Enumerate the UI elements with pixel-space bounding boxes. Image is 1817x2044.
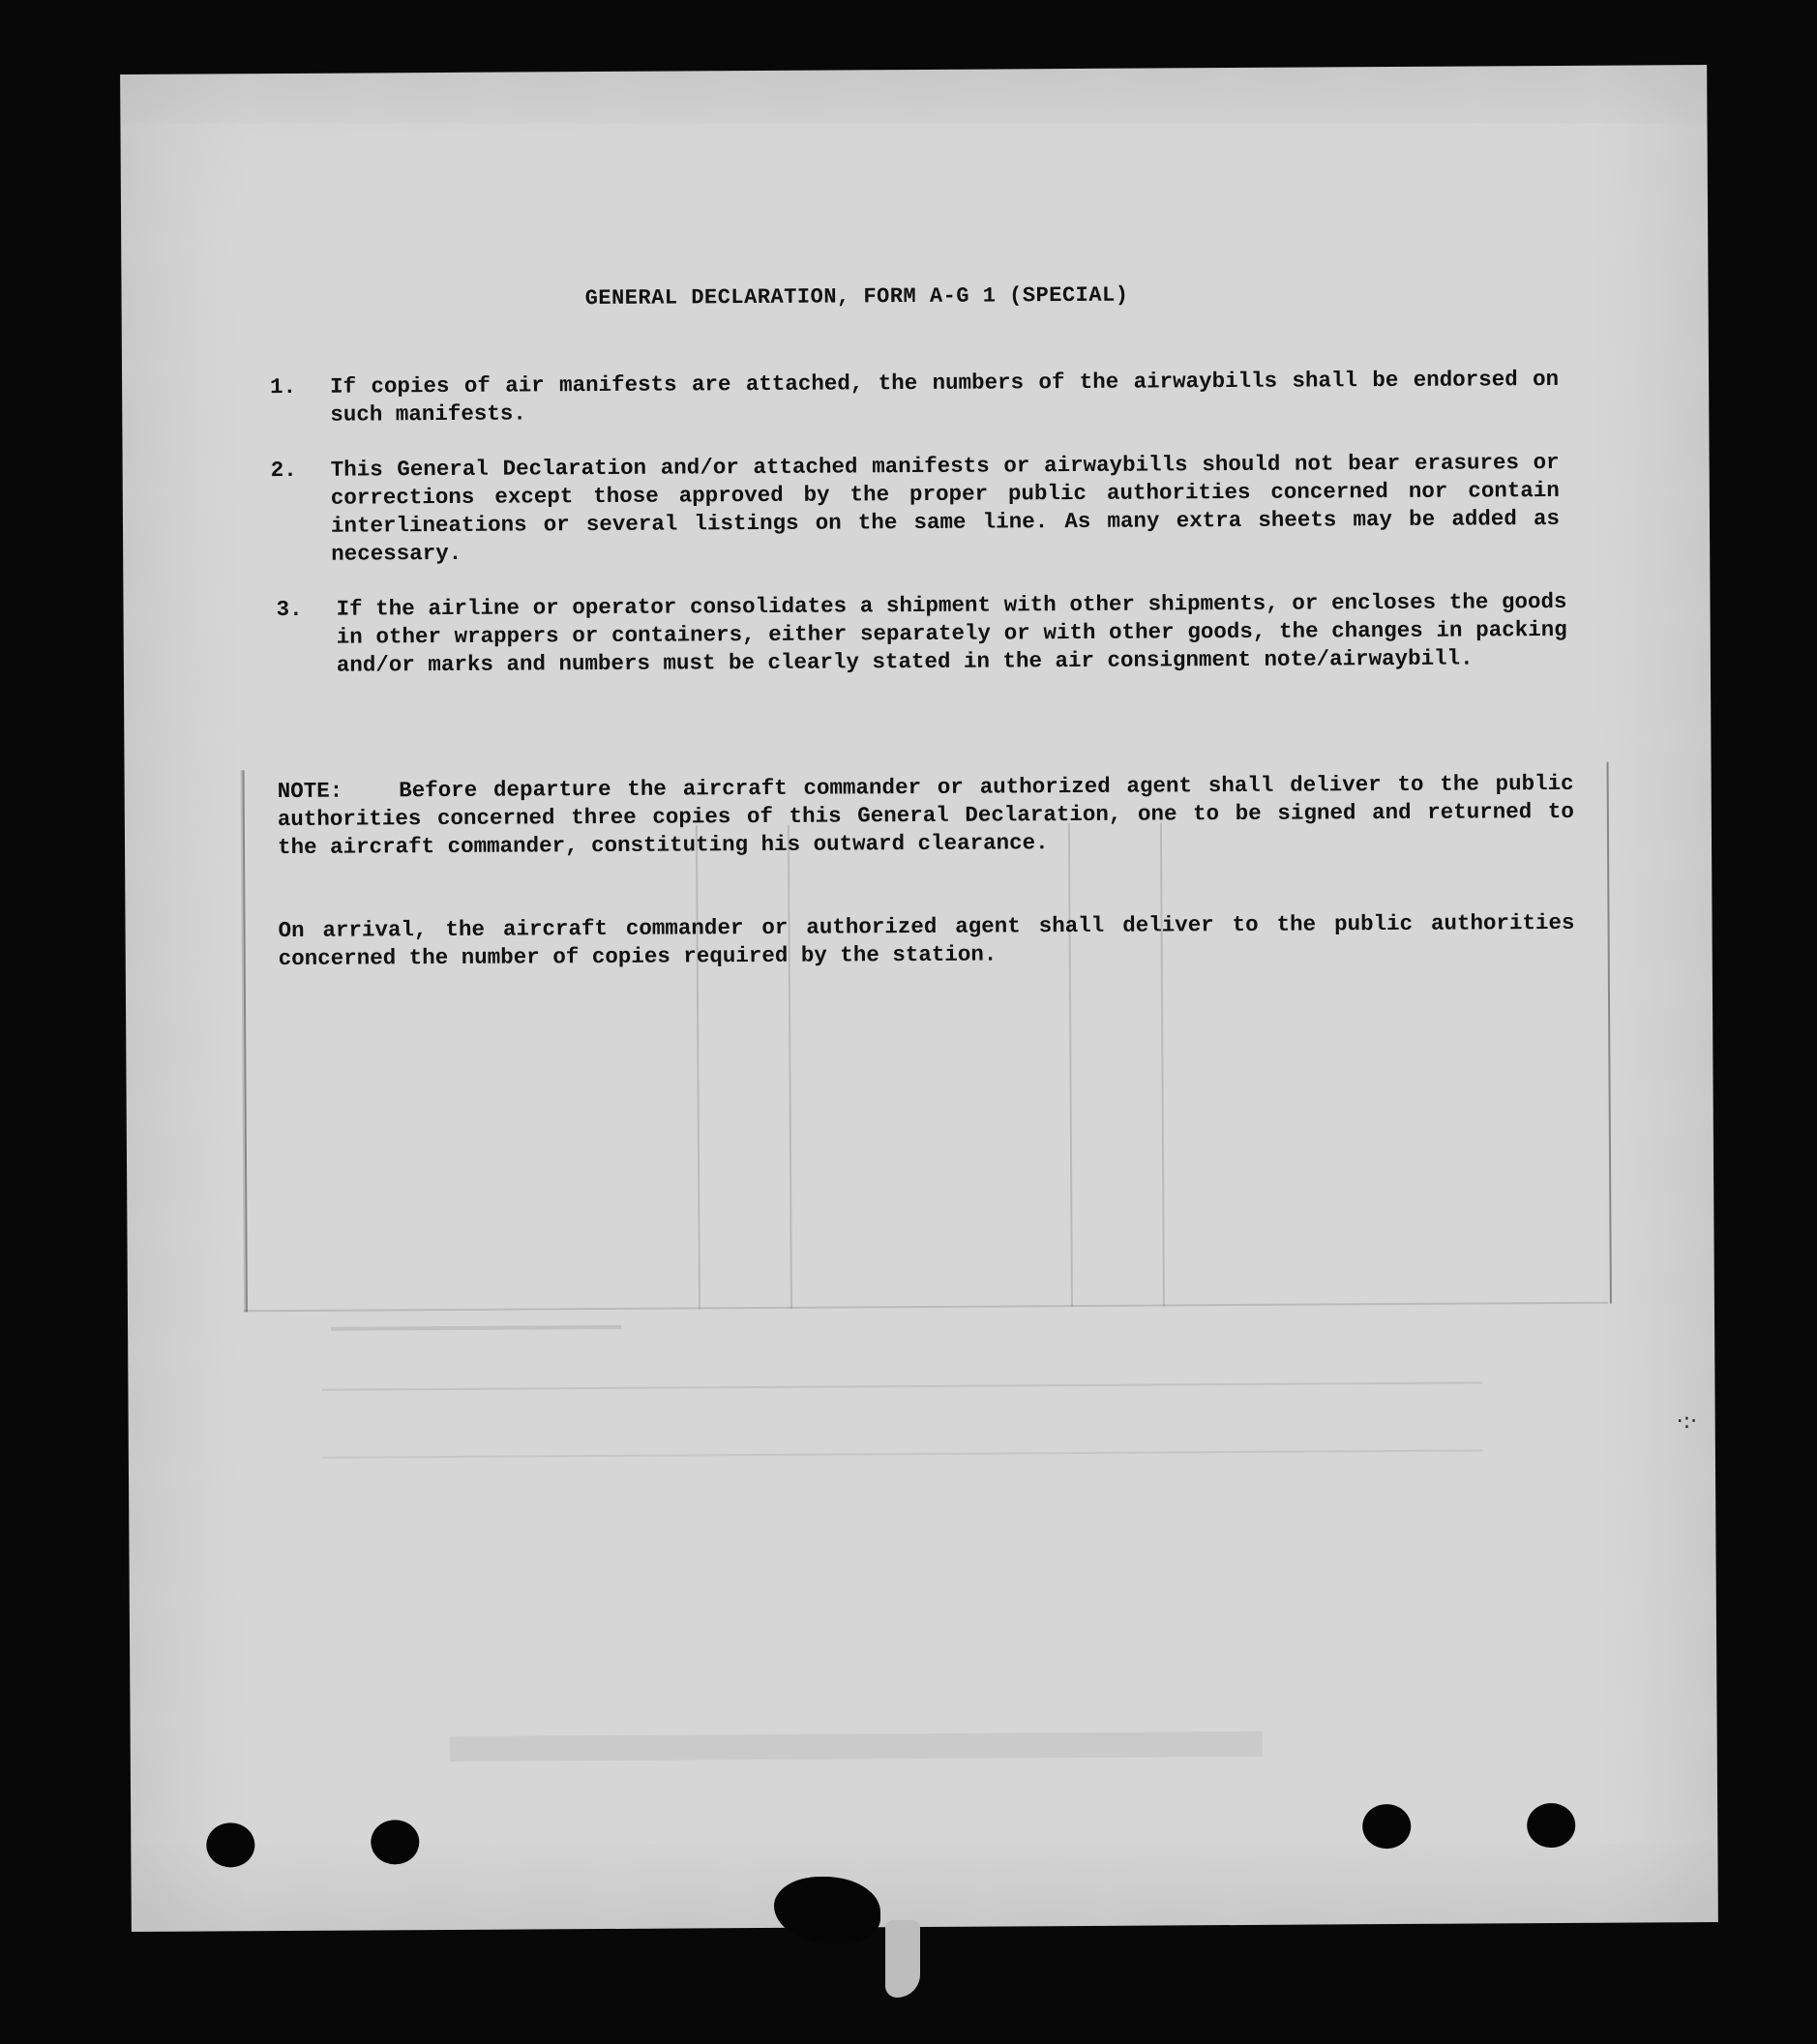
list-item: [270, 366, 1560, 430]
torn-paper-strip: [885, 1920, 920, 1998]
punch-hole: [1362, 1804, 1411, 1849]
item-number: 2.: [270, 457, 297, 484]
item-text: If the airline or operator consolidates a shipment with other shipments, or encloses the goods in other wrappers or containers, either separately or with other goods, the changes in packing and/or marks and numbers must be clearly stated in the air consignment note/airwaybill.: [336, 588, 1567, 678]
punch-hole: [206, 1822, 254, 1867]
note-text: Before departure the aircraft commander or authorized agent shall deliver to the public authorities concerned three copies of this General Declaration, one to be signed and returned to the aircraft commander, constituting his outward clearance.: [277, 770, 1574, 861]
arrival-text: On arrival, the aircraft commander or authorized agent shall deliver to the public authorities concerned the number of copies required by the station.: [278, 909, 1575, 972]
list-item: [270, 449, 1561, 569]
item-number: 3.: [276, 596, 303, 623]
torn-edge: [774, 1877, 880, 1944]
arrival-paragraph: [278, 909, 1574, 973]
punch-hole: [1527, 1803, 1575, 1848]
item-number: 1.: [270, 373, 297, 400]
item-text: This General Declaration and/or attached manifests or airwaybills should not bear erasures or corrections except those approved by the proper public authorities concerned nor contain interlineations or several listings on the same line. As many extra sheets may be added as necessary.: [330, 449, 1561, 567]
punch-hole: [371, 1820, 419, 1864]
note-paragraph: [278, 770, 1575, 862]
list-item: [276, 588, 1567, 680]
ink-specks: ·:·: [1676, 1409, 1698, 1435]
declaration-content: [120, 65, 1718, 1932]
paper-sheet: [120, 65, 1718, 1932]
page-title: GENERAL DECLARATION, FORM A-G 1 (SPECIAL): [584, 282, 1129, 311]
note-label: NOTE:: [277, 778, 343, 805]
item-text: If copies of air manifests are attached, the numbers of the airwaybills shall be endorsed on such manifests.: [330, 366, 1560, 428]
